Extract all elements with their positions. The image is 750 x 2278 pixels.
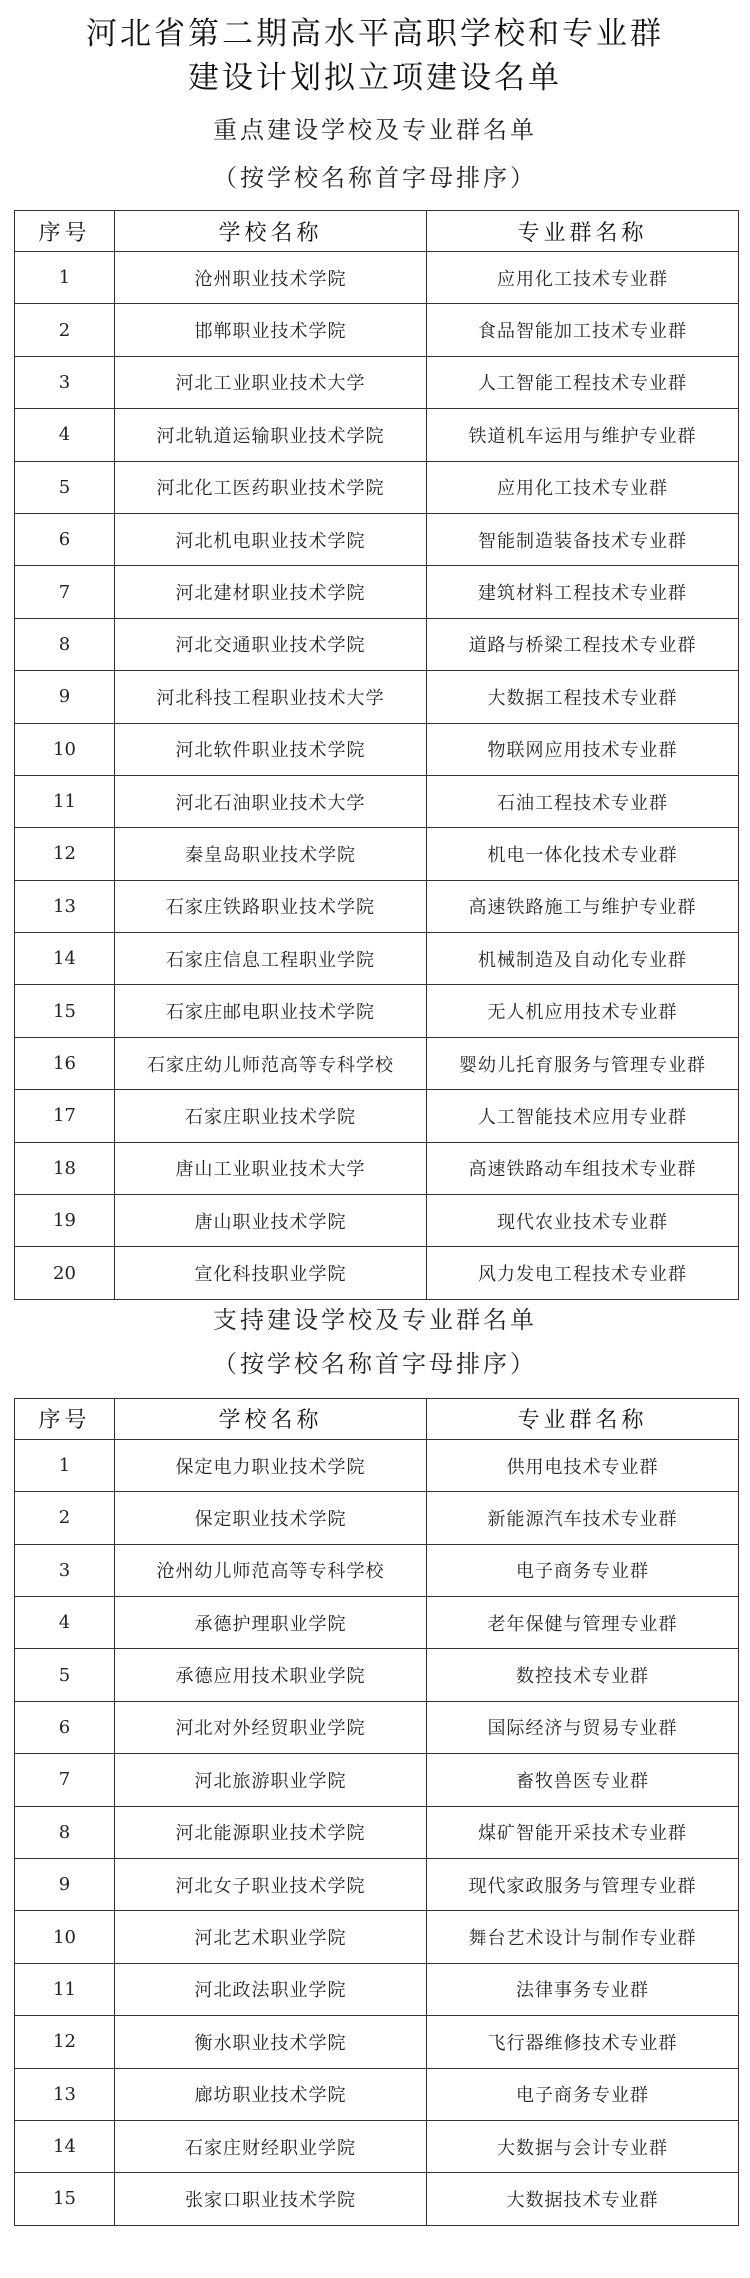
school-name: 河北机电职业技术学院	[115, 513, 427, 565]
row-number: 8	[15, 1806, 115, 1858]
school-name: 河北交通职业技术学院	[115, 618, 427, 670]
table-row	[15, 723, 739, 775]
row-number: 12	[15, 828, 115, 880]
row-number: 19	[15, 1195, 115, 1247]
table-row	[15, 1492, 739, 1544]
section2-order-note: （按学校名称首字母排序）	[213, 1349, 537, 1378]
school-name: 唐山工业职业技术大学	[115, 1142, 427, 1194]
table-row	[15, 1858, 739, 1910]
school-name: 河北能源职业技术学院	[115, 1806, 427, 1858]
school-name: 沧州幼儿师范高等专科学校	[115, 1544, 427, 1596]
program-group-name: 电子商务专业群	[427, 2068, 739, 2120]
table-row	[15, 1806, 739, 1858]
table-row	[15, 1544, 739, 1596]
table-row	[15, 1090, 739, 1142]
program-group-name: 电子商务专业群	[427, 1544, 739, 1596]
school-name: 河北对外经贸职业学院	[115, 1701, 427, 1753]
section2-heading: 支持建设学校及专业群名单	[213, 1305, 537, 1334]
program-group-name: 现代家政服务与管理专业群	[427, 1858, 739, 1910]
table-row	[15, 1911, 739, 1963]
program-group-name: 大数据与会计专业群	[427, 2120, 739, 2172]
program-group-name: 现代农业技术专业群	[427, 1195, 739, 1247]
supported-schools-table	[14, 1398, 739, 2226]
program-group-name: 老年保健与管理专业群	[427, 1596, 739, 1648]
school-name: 唐山职业技术学院	[115, 1195, 427, 1247]
table-row	[15, 304, 739, 356]
table-row	[15, 2173, 739, 2225]
row-number: 10	[15, 723, 115, 775]
title-line-1: 河北省第二期高水平高职学校和专业群	[86, 16, 664, 52]
row-number: 8	[15, 618, 115, 670]
column-header-number: 序号	[15, 211, 115, 252]
program-group-name: 机电一体化技术专业群	[427, 828, 739, 880]
table-row	[15, 2068, 739, 2120]
school-name: 保定电力职业技术学院	[115, 1439, 427, 1491]
program-group-name: 石油工程技术专业群	[427, 775, 739, 827]
row-number: 3	[15, 356, 115, 408]
program-group-name: 煤矿智能开采技术专业群	[427, 1806, 739, 1858]
school-name: 河北女子职业技术学院	[115, 1858, 427, 1910]
row-number: 1	[15, 252, 115, 304]
row-number: 5	[15, 461, 115, 513]
school-name: 石家庄财经职业学院	[115, 2120, 427, 2172]
school-name: 张家口职业技术学院	[115, 2173, 427, 2225]
program-group-name: 大数据技术专业群	[427, 2173, 739, 2225]
table-row	[15, 671, 739, 723]
school-name: 河北工业职业技术大学	[115, 356, 427, 408]
row-number: 6	[15, 513, 115, 565]
row-number: 20	[15, 1247, 115, 1299]
program-group-name: 飞行器维修技术专业群	[427, 2016, 739, 2068]
row-number: 11	[15, 775, 115, 827]
program-group-name: 高速铁路施工与维护专业群	[427, 880, 739, 932]
row-number: 14	[15, 2120, 115, 2172]
row-number: 4	[15, 409, 115, 461]
table-header-row	[15, 1398, 739, 1439]
table-row	[15, 252, 739, 304]
program-group-name: 道路与桥梁工程技术专业群	[427, 618, 739, 670]
program-group-name: 高速铁路动车组技术专业群	[427, 1142, 739, 1194]
school-name: 沧州职业技术学院	[115, 252, 427, 304]
table-row	[15, 1701, 739, 1753]
row-number: 7	[15, 566, 115, 618]
table-row	[15, 1037, 739, 1089]
program-group-name: 食品智能加工技术专业群	[427, 304, 739, 356]
row-number: 3	[15, 1544, 115, 1596]
section1-heading: 重点建设学校及专业群名单	[213, 116, 537, 144]
school-name: 河北艺术职业学院	[115, 1911, 427, 1963]
key-schools-table	[14, 210, 739, 1300]
program-group-name: 畜牧兽医专业群	[427, 1754, 739, 1806]
program-group-name: 应用化工技术专业群	[427, 252, 739, 304]
school-name: 保定职业技术学院	[115, 1492, 427, 1544]
program-group-name: 国际经济与贸易专业群	[427, 1701, 739, 1753]
row-number: 16	[15, 1037, 115, 1089]
table-row	[15, 880, 739, 932]
program-group-name: 人工智能工程技术专业群	[427, 356, 739, 408]
row-number: 15	[15, 985, 115, 1037]
row-number: 1	[15, 1439, 115, 1491]
table-row	[15, 2120, 739, 2172]
row-number: 2	[15, 304, 115, 356]
row-number: 15	[15, 2173, 115, 2225]
table-row	[15, 1596, 739, 1648]
program-group-name: 无人机应用技术专业群	[427, 985, 739, 1037]
table-row	[15, 461, 739, 513]
table-row	[15, 1754, 739, 1806]
row-number: 4	[15, 1596, 115, 1648]
school-name: 河北科技工程职业技术大学	[115, 671, 427, 723]
row-number: 11	[15, 1963, 115, 2015]
school-name: 河北轨道运输职业技术学院	[115, 409, 427, 461]
school-name: 石家庄铁路职业技术学院	[115, 880, 427, 932]
table-row	[15, 513, 739, 565]
school-name: 廊坊职业技术学院	[115, 2068, 427, 2120]
row-number: 14	[15, 933, 115, 985]
school-name: 邯郸职业技术学院	[115, 304, 427, 356]
school-name: 秦皇岛职业技术学院	[115, 828, 427, 880]
row-number: 17	[15, 1090, 115, 1142]
program-group-name: 供用电技术专业群	[427, 1439, 739, 1491]
table-row	[15, 1963, 739, 2015]
program-group-name: 机械制造及自动化专业群	[427, 933, 739, 985]
program-group-name: 新能源汽车技术专业群	[427, 1492, 739, 1544]
table-row	[15, 1195, 739, 1247]
school-name: 河北化工医药职业技术学院	[115, 461, 427, 513]
program-group-name: 建筑材料工程技术专业群	[427, 566, 739, 618]
school-name: 石家庄幼儿师范高等专科学校	[115, 1037, 427, 1089]
table-row	[15, 1439, 739, 1491]
row-number: 13	[15, 2068, 115, 2120]
row-number: 10	[15, 1911, 115, 1963]
school-name: 河北建材职业技术学院	[115, 566, 427, 618]
school-name: 石家庄职业技术学院	[115, 1090, 427, 1142]
table-row	[15, 1142, 739, 1194]
column-header-group: 专业群名称	[427, 211, 739, 252]
school-name: 承德应用技术职业学院	[115, 1649, 427, 1701]
row-number: 9	[15, 671, 115, 723]
row-number: 5	[15, 1649, 115, 1701]
row-number: 6	[15, 1701, 115, 1753]
school-name: 承德护理职业学院	[115, 1596, 427, 1648]
program-group-name: 数控技术专业群	[427, 1649, 739, 1701]
program-group-name: 应用化工技术专业群	[427, 461, 739, 513]
column-header-school: 学校名称	[115, 211, 427, 252]
column-header-group: 专业群名称	[427, 1398, 739, 1439]
section1-order-note: （按学校名称首字母排序）	[213, 164, 537, 192]
table-row	[15, 985, 739, 1037]
title-line-2: 建设计划拟立项建设名单	[188, 60, 562, 96]
school-name: 河北石油职业技术大学	[115, 775, 427, 827]
program-group-name: 大数据工程技术专业群	[427, 671, 739, 723]
program-group-name: 婴幼儿托育服务与管理专业群	[427, 1037, 739, 1089]
table-row	[15, 1649, 739, 1701]
row-number: 18	[15, 1142, 115, 1194]
table-row	[15, 2016, 739, 2068]
program-group-name: 物联网应用技术专业群	[427, 723, 739, 775]
table-row	[15, 1247, 739, 1299]
school-name: 石家庄邮电职业技术学院	[115, 985, 427, 1037]
row-number: 12	[15, 2016, 115, 2068]
column-header-number: 序号	[15, 1398, 115, 1439]
school-name: 衡水职业技术学院	[115, 2016, 427, 2068]
program-group-name: 法律事务专业群	[427, 1963, 739, 2015]
table-row	[15, 775, 739, 827]
program-group-name: 人工智能技术应用专业群	[427, 1090, 739, 1142]
school-name: 石家庄信息工程职业学院	[115, 933, 427, 985]
row-number: 13	[15, 880, 115, 932]
school-name: 河北旅游职业学院	[115, 1754, 427, 1806]
school-name: 河北软件职业技术学院	[115, 723, 427, 775]
school-name: 河北政法职业学院	[115, 1963, 427, 2015]
table-row	[15, 828, 739, 880]
table-row	[15, 618, 739, 670]
table-row	[15, 566, 739, 618]
program-group-name: 舞台艺术设计与制作专业群	[427, 1911, 739, 1963]
column-header-school: 学校名称	[115, 1398, 427, 1439]
row-number: 2	[15, 1492, 115, 1544]
row-number: 9	[15, 1858, 115, 1910]
table-row	[15, 409, 739, 461]
table-row	[15, 933, 739, 985]
document-title	[0, 0, 750, 100]
row-number: 7	[15, 1754, 115, 1806]
program-group-name: 铁道机车运用与维护专业群	[427, 409, 739, 461]
school-name: 宣化科技职业学院	[115, 1247, 427, 1299]
table-header-row	[15, 211, 739, 252]
table-row	[15, 356, 739, 408]
program-group-name: 智能制造装备技术专业群	[427, 513, 739, 565]
program-group-name: 风力发电工程技术专业群	[427, 1247, 739, 1299]
